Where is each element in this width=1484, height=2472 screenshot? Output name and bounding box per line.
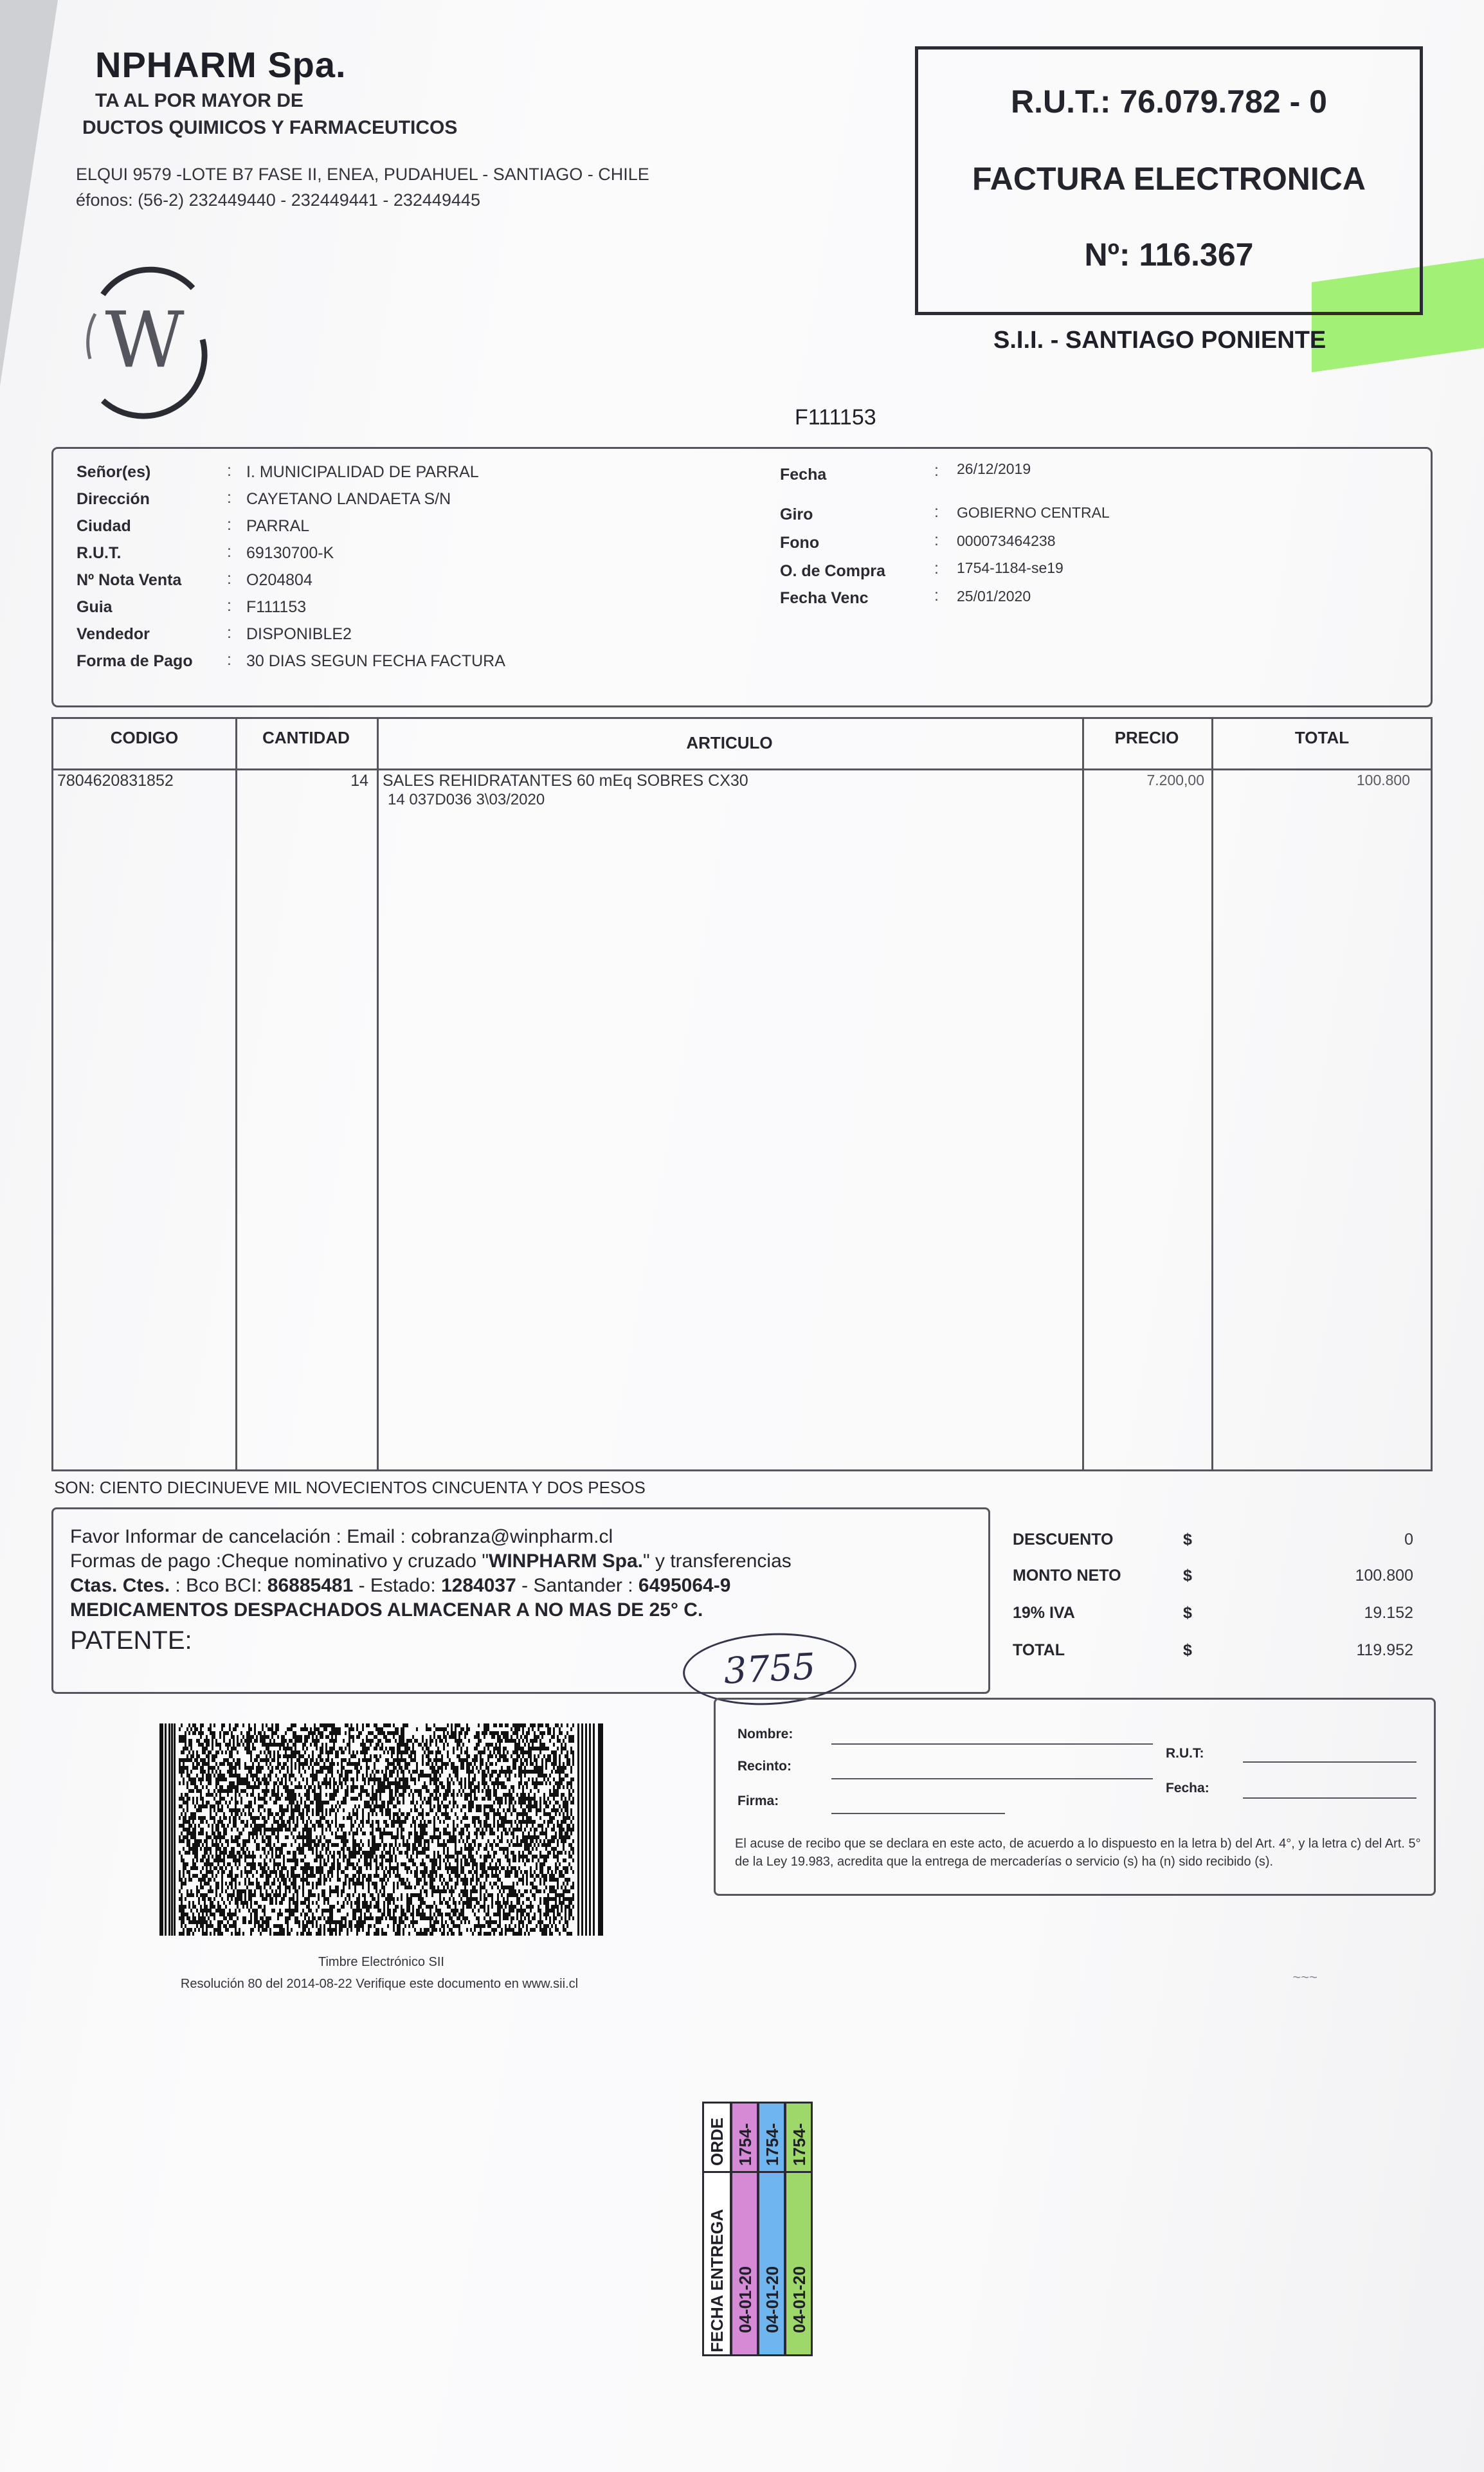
label-fecha-venc: Fecha Venc [780,589,869,607]
folio: F111153 [795,405,876,430]
label-ciudad: Ciudad [77,517,131,535]
rut-line [1243,1761,1416,1763]
fecha-line [1243,1797,1416,1799]
payment-email-line: Favor Informar de cancelación : Email : cobranza@winpharm.cl [70,1526,613,1547]
column-divider [1211,719,1213,1469]
iva-value: 19.152 [1364,1604,1413,1622]
invoice-number: Nº: 116.367 [1084,237,1254,273]
value-fecha: 26/12/2019 [957,460,1031,477]
row-article: SALES REHIDRATANTES 60 mEq SOBRES CX30 [383,772,748,790]
colon: : [934,503,939,521]
value-guia: F111153 [246,598,307,616]
column-divider [235,719,237,1469]
label-guia: Guia [77,598,113,616]
value-senor: I. MUNICIPALIDAD DE PARRAL [246,463,479,481]
colon: : [227,570,231,588]
value-direccion: CAYETANO LANDAETA S/N [246,490,451,508]
timbre-resolution: Resolución 80 del 2014-08-22 Verifique este documento en www.sii.cl [180,1977,579,1991]
amount-in-words: SON: CIENTO DIECINUEVE MIL NOVECIENTOS CINCUENTA Y DOS PESOS [54,1478,646,1497]
handwritten-number: 3755 [681,1629,858,1709]
label-giro: Giro [780,505,813,523]
currency-sign: $ [1183,1604,1192,1622]
colon: : [227,651,231,669]
row-price: 7.200,00 [1146,772,1204,788]
items-table [51,717,1433,1471]
label-orden-compra: O. de Compra [780,562,885,580]
nombre-line [831,1743,1153,1745]
label-rut: R.U.T. [77,544,122,562]
storage-warning: MEDICAMENTOS DESPACHADOS ALMACENAR A NO MAS DE 25° C. [70,1599,703,1621]
descuento-value: 0 [1404,1531,1413,1549]
label-vendedor: Vendedor [77,625,150,643]
value-nota-venta: O204804 [246,571,312,589]
colon: : [934,586,939,604]
stamp-date: 04-01-20 [736,2266,755,2333]
receipt-fecha-label: Fecha: [1166,1781,1209,1795]
colon: : [227,624,231,642]
value-rut: 69130700-K [246,544,334,562]
value-orden-compra: 1754-1184-se19 [957,559,1063,576]
monto-neto-label: MONTO NETO [1013,1567,1121,1585]
patente-label: PATENTE: [70,1626,192,1655]
descuento-label: DESCUENTO [1013,1531,1114,1549]
row-qty: 14 [350,772,368,790]
customer-info-box [51,447,1433,707]
currency-sign: $ [1183,1641,1192,1659]
total-value: 119.952 [1356,1641,1413,1659]
currency-sign: $ [1183,1531,1192,1549]
header-precio: PRECIO [1114,728,1179,747]
colon: : [227,462,231,480]
row-article-detail: 14 037D036 3\03/2020 [388,791,545,808]
stamp-header-orden: ORDE [707,2117,727,2166]
column-divider [1082,719,1084,1469]
receipt-legal-note: El acuse de recibo que se declara en este acto, de acuerdo a lo dispuesto en la letra b) del Art. 4°, y la letra c) del Art. 5° de la Ley 19.983, acredita que la entrega de mercaderías o servicio (s) ha (n) sido recibido (s). [735,1837,1421,1869]
company-name: NPHARM Spa. [95,44,347,85]
value-vendedor: DISPONIBLE2 [246,625,352,643]
timbre-electronico-barcode [159,1723,603,1936]
stamp-date: 04-01-20 [763,2266,782,2333]
header-codigo: CODIGO [110,728,179,747]
delivery-stamp [702,2102,813,2356]
value-forma-pago: 30 DIAS SEGUN FECHA FACTURA [246,652,505,670]
label-direccion: Dirección [77,490,150,508]
colon: : [934,462,939,480]
timbre-title: Timbre Electrónico SII [318,1955,444,1969]
company-phones: éfonos: (56-2) 232449440 - 232449441 - 232449445 [76,190,481,210]
company-line-2: DUCTOS QUIMICOS Y FARMACEUTICOS [82,117,458,138]
company-line-1: TA AL POR MAYOR DE [95,90,303,111]
colon: : [227,489,231,507]
receipt-nombre-label: Nombre: [737,1727,793,1741]
folded-corner [0,0,58,386]
iva-label: 19% IVA [1013,1604,1075,1622]
label-senor: Señor(es) [77,463,151,481]
sii-office: S.I.I. - SANTIAGO PONIENTE [993,327,1326,354]
label-nota-venta: Nº Nota Venta [77,571,182,589]
stamp-order: 1754- [790,2123,809,2166]
receipt-acknowledgment-box [714,1698,1436,1896]
stamp-divider [702,2171,813,2173]
stamp-date: 04-01-20 [790,2266,809,2333]
payment-accounts-line: Ctas. Ctes. : Bco BCI: 86885481 - Estado: 1284037 - Santander : 6495064-9 [70,1575,731,1596]
colon: : [934,559,939,577]
company-address: ELQUI 9579 -LOTE B7 FASE II, ENEA, PUDAHUEL - SANTIAGO - CHILE [76,165,649,184]
receipt-recinto-label: Recinto: [737,1759,792,1774]
value-ciudad: PARRAL [246,517,310,535]
header-articulo: ARTICULO [686,733,773,752]
colon: : [227,543,231,561]
header-total: TOTAL [1294,728,1350,747]
total-label: TOTAL [1013,1641,1065,1659]
receipt-firma-label: Firma: [737,1794,779,1808]
company-logo [77,262,212,423]
monto-neto-value: 100.800 [1355,1567,1413,1585]
row-code: 7804620831852 [57,772,174,790]
logo-letter: W [105,296,185,385]
stamp-header-fecha: FECHA ENTREGA [707,2209,727,2352]
value-fono: 000073464238 [957,532,1056,549]
stamp-order: 1754- [763,2123,782,2166]
header-cantidad: CANTIDAD [262,728,350,747]
receipt-rut-label: R.U.T: [1166,1746,1204,1761]
rut-box [915,46,1423,315]
recinto-line [831,1778,1153,1779]
label-fono: Fono [780,534,820,552]
stamp-order: 1754- [736,2123,755,2166]
firma-line [831,1813,1005,1814]
colon: : [934,531,939,549]
colon: : [227,597,231,615]
column-divider [377,719,379,1469]
document-type: FACTURA ELECTRONICA [972,161,1366,197]
header-divider [53,768,1431,770]
value-fecha-venc: 25/01/2020 [957,588,1031,604]
label-fecha: Fecha [780,466,827,484]
payment-methods-line: Formas de pago :Cheque nominativo y cruzado "WINPHARM Spa." y transferencias [70,1550,792,1572]
currency-sign: $ [1183,1567,1192,1585]
value-giro: GOBIERNO CENTRAL [957,504,1110,521]
row-total: 100.800 [1356,772,1410,788]
colon: : [227,516,231,534]
label-forma-pago: Forma de Pago [77,652,193,670]
rut-number: R.U.T.: 76.079.782 - 0 [1011,84,1327,120]
faint-signature: ~~~ [1292,1969,1317,1985]
